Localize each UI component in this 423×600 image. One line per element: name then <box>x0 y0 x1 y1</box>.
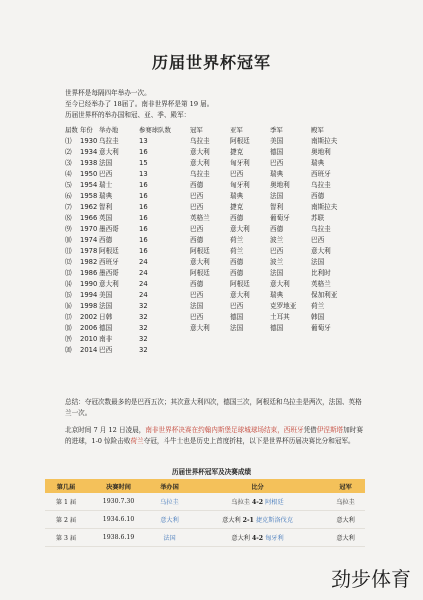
results-cell: 第 1 届 <box>45 493 87 511</box>
news-link[interactable]: 西班牙 <box>283 426 304 434</box>
table-cell: 德国 <box>99 324 113 332</box>
table-cell: 西德 <box>99 236 113 244</box>
table-cell: 瑞典 <box>270 291 284 299</box>
table-cell: 西班牙 <box>311 170 331 178</box>
table-cell: 巴西 <box>190 313 204 321</box>
intro-line: 世界杯是每隔四年举办一次。 <box>65 89 151 97</box>
table-cell: 比利时 <box>311 269 331 277</box>
table-cell: 32 <box>139 313 148 321</box>
table-cell: 西德 <box>190 181 204 189</box>
results-table <box>45 479 365 547</box>
table-cell: ⑿ <box>65 258 72 266</box>
table-cell: 西德 <box>230 269 244 277</box>
results-score-cell <box>189 493 326 511</box>
table-cell: ⒀ <box>65 269 72 277</box>
table-cell: 瑞士 <box>99 181 113 189</box>
news-paragraph <box>65 425 365 447</box>
table-cell: 德国 <box>230 313 244 321</box>
table-cell: 南斯拉夫 <box>311 203 338 211</box>
table-cell: 13 <box>139 170 148 178</box>
results-header-cell: 第几届 <box>45 479 87 493</box>
table-cell: 意大利 <box>99 148 119 156</box>
table-cell: 意大利 <box>99 280 119 288</box>
table-cell: 巴西 <box>99 170 113 178</box>
table-cell: 法国 <box>270 192 284 200</box>
table-cell: 英国 <box>99 214 113 222</box>
table-cell: 奥地利 <box>270 181 290 189</box>
table-cell: 1958 <box>80 192 98 200</box>
table-cell: 葡萄牙 <box>270 214 290 222</box>
table-cell: 瑞典 <box>270 170 284 178</box>
table-cell: 智利 <box>99 203 113 211</box>
table-cell: ⑼ <box>65 225 72 233</box>
summary-text: 总结：夺冠次数最多的是巴西五次；其次意大利四次，德国三次，阿根廷和乌拉圭是两次，法国、英格兰一次。 <box>65 398 362 417</box>
results-cell: 乌拉圭 <box>326 493 365 511</box>
table-cell: 32 <box>139 302 148 310</box>
results-header-cell: 举办国 <box>150 479 189 493</box>
table-cell: 西班牙 <box>99 258 119 266</box>
table-cell: ⑷ <box>65 170 72 178</box>
table-cell: 巴西 <box>99 346 113 354</box>
results-cell: 第 3 届 <box>45 529 87 547</box>
results-cell: 1934.6.10 <box>87 511 150 529</box>
table-cell: 克罗地亚 <box>270 302 297 310</box>
table-cell: 1970 <box>80 225 98 233</box>
table-cell: 16 <box>139 203 148 211</box>
table-cell: ⒃ <box>65 302 72 310</box>
table-cell: 32 <box>139 346 148 354</box>
table-cell: 意大利 <box>190 159 210 167</box>
table-cell: 意大利 <box>230 225 250 233</box>
table-cell: 1962 <box>80 203 98 211</box>
table-cell: 奥地利 <box>311 148 331 156</box>
table-cell: ⒁ <box>65 280 72 288</box>
table-cell: 法国 <box>190 302 204 310</box>
news-link[interactable]: 荷兰 <box>130 437 144 445</box>
table-cell: 乌拉圭 <box>190 170 210 178</box>
table-cell: 波兰 <box>270 236 284 244</box>
table-cell: 阿根廷 <box>230 137 250 145</box>
table-cell: 意大利 <box>311 247 331 255</box>
table-cell: 16 <box>139 247 148 255</box>
table-cell: 巴西 <box>190 203 204 211</box>
table-cell: ⑾ <box>65 247 72 255</box>
table-cell: 意大利 <box>190 324 210 332</box>
table-cell: 英格兰 <box>311 280 331 288</box>
table-cell: 意大利 <box>190 148 210 156</box>
intro-text <box>65 88 213 121</box>
score-value: 4-2 <box>251 535 264 542</box>
table-cell: 1994 <box>80 291 98 299</box>
table-cell: 荷兰 <box>311 302 325 310</box>
header-cell: 季军 <box>270 126 283 134</box>
news-link[interactable]: 伊涅斯塔 <box>316 426 344 434</box>
results-score-cell <box>189 511 326 529</box>
header-cell: 冠军 <box>190 126 203 134</box>
table-cell: 16 <box>139 181 148 189</box>
results-caption: 历届世界杯冠军及决赛成绩 <box>171 468 252 476</box>
table-cell: 24 <box>139 269 148 277</box>
table-cell: 西德 <box>230 214 244 222</box>
score-away-link[interactable]: 匈牙利 <box>265 535 284 542</box>
table-cell: 16 <box>139 214 148 222</box>
table-cell: 美国 <box>270 137 284 145</box>
table-cell: 荷兰 <box>230 247 244 255</box>
results-header-row <box>45 479 365 493</box>
results-cell: 意大利 <box>326 529 365 547</box>
watermark: 劲步体育 <box>331 567 411 591</box>
score-away-link[interactable]: 捷克斯洛伐克 <box>255 517 293 524</box>
news-text: 加时赛的进球，1-0 惊险击败 <box>65 426 363 445</box>
table-cell: 法国 <box>230 324 244 332</box>
table-cell: 西德 <box>270 225 284 233</box>
table-cell: 匈牙利 <box>230 181 250 189</box>
table-cell: ⒇ <box>65 346 72 354</box>
table-cell: 1934 <box>80 148 98 156</box>
table-cell: 阿根廷 <box>190 269 210 277</box>
table-cell: 1978 <box>80 247 98 255</box>
table-cell: 葡萄牙 <box>311 324 331 332</box>
table-cell: 意大利 <box>190 258 210 266</box>
table-cell: 2014 <box>80 346 98 354</box>
header-cell: 参赛球队数 <box>139 126 171 134</box>
table-cell: ⑹ <box>65 192 72 200</box>
table-cell: 阿根廷 <box>190 247 210 255</box>
table-cell: 16 <box>139 192 148 200</box>
table-cell: 2002 <box>80 313 98 321</box>
table-cell: 1950 <box>80 170 98 178</box>
results-score-cell <box>189 529 326 547</box>
table-cell: ⒅ <box>65 324 72 332</box>
table-cell: 1974 <box>80 236 98 244</box>
table-cell: 法国 <box>99 159 113 167</box>
results-row <box>45 493 365 511</box>
table-cell: 24 <box>139 258 148 266</box>
table-cell: ⑻ <box>65 214 72 222</box>
results-cell: 意大利 <box>326 511 365 529</box>
table-cell: 西德 <box>190 236 204 244</box>
table-cell: 意大利 <box>270 280 290 288</box>
score-home: 意大利 <box>231 535 250 542</box>
news-text: 北京时间 7 月 12 日凌晨， <box>65 426 146 434</box>
results-host-link[interactable]: 乌拉圭 <box>150 493 189 511</box>
page-title: 历届世界杯冠军 <box>151 53 271 72</box>
table-cell: 1990 <box>80 280 98 288</box>
header-cell: 年份 <box>80 126 93 134</box>
score-value: 4-2 <box>251 499 264 506</box>
table-cell: 巴西 <box>230 170 244 178</box>
table-cell: 智利 <box>270 203 284 211</box>
table-cell: 瑞典 <box>99 192 113 200</box>
score-away-link[interactable]: 阿根廷 <box>265 499 284 506</box>
results-host-link[interactable]: 意大利 <box>150 511 189 529</box>
intro-line: 至今已经举办了 18届了。南非世界杯是第 19 届。 <box>65 100 214 108</box>
table-cell: 16 <box>139 148 148 156</box>
table-cell: 32 <box>139 335 148 343</box>
table-cell: 苏联 <box>311 214 325 222</box>
results-row <box>45 529 365 547</box>
table-cell: 保加利亚 <box>311 291 338 299</box>
results-header-cell: 决赛时间 <box>87 479 150 493</box>
table-cell: 1998 <box>80 302 98 310</box>
table-cell: 捷克 <box>230 203 244 211</box>
table-cell: 1982 <box>80 258 98 266</box>
table-cell: 1954 <box>80 181 98 189</box>
table-cell: 24 <box>139 291 148 299</box>
table-cell: 16 <box>139 225 148 233</box>
header-cell: 举办地 <box>99 126 119 134</box>
results-cell: 1938.6.19 <box>87 529 150 547</box>
intro-line: 历届世界杯的举办国和冠、亚、季、殿军： <box>65 111 191 119</box>
table-cell: 法国 <box>99 302 113 310</box>
news-text: 夺冠，斗牛士也是历史上首度折桂，以下是世界杯历届决赛比分和冠军。 <box>143 437 355 445</box>
table-cell: 西德 <box>190 280 204 288</box>
table-cell: 日韩 <box>99 313 113 321</box>
table-cell: 瑞典 <box>311 159 325 167</box>
table-cell: 乌拉圭 <box>311 181 331 189</box>
table-cell: 巴西 <box>190 192 204 200</box>
table-cell: 瑞典 <box>230 192 244 200</box>
table-cell: 德国 <box>270 324 284 332</box>
news-link[interactable]: 南非世界杯决赛在约翰内斯堡足球城球场结束， <box>145 426 284 434</box>
table-cell: 法国 <box>311 258 325 266</box>
table-cell: 阿根廷 <box>230 280 250 288</box>
table-cell: ⑺ <box>65 203 72 211</box>
table-cell: 墨西哥 <box>99 269 119 277</box>
table-cell: ⑵ <box>65 148 72 156</box>
table-cell: 南非 <box>99 335 113 343</box>
table-cell: 巴西 <box>270 247 284 255</box>
table-cell: ⑸ <box>65 181 72 189</box>
table-cell: 荷兰 <box>230 236 244 244</box>
table-cell: ⑴ <box>65 137 72 145</box>
table-cell: 法国 <box>270 269 284 277</box>
results-header-cell: 冠军 <box>326 479 365 493</box>
results-host-link[interactable]: 法国 <box>150 529 189 547</box>
table-cell: ⒄ <box>65 313 72 321</box>
table-cell: 西德 <box>230 258 244 266</box>
table-cell: 1986 <box>80 269 98 277</box>
table-cell: 乌拉圭 <box>311 225 331 233</box>
header-cell: 亚军 <box>230 126 243 134</box>
news-text: 凭借 <box>303 426 317 434</box>
table-cell: 巴西 <box>230 302 244 310</box>
table-cell: 13 <box>139 137 148 145</box>
table-cell: 土耳其 <box>270 313 290 321</box>
table-cell: 1938 <box>80 159 98 167</box>
table-cell: 英格兰 <box>190 214 210 222</box>
table-cell: 捷克 <box>230 148 244 156</box>
results-cell: 第 2 届 <box>45 511 87 529</box>
table-cell: 波兰 <box>270 258 284 266</box>
table-cell: ⑽ <box>65 236 72 244</box>
table-cell: 24 <box>139 280 148 288</box>
table-cell: 1966 <box>80 214 98 222</box>
score-home: 乌拉圭 <box>231 499 250 506</box>
table-cell: 墨西哥 <box>99 225 119 233</box>
table-cell: 巴西 <box>270 159 284 167</box>
table-cell: 韩国 <box>311 313 325 321</box>
header-cell: 届数 <box>65 126 78 134</box>
table-cell: 1930 <box>80 137 98 145</box>
table-cell: 意大利 <box>230 291 250 299</box>
table-cell: ⒆ <box>65 335 72 343</box>
results-header-cell: 比分 <box>189 479 326 493</box>
table-cell: 巴西 <box>311 236 325 244</box>
table-cell: 南斯拉夫 <box>311 137 338 145</box>
score-home: 意大利 <box>222 517 241 524</box>
table-cell: 乌拉圭 <box>99 137 119 145</box>
table-cell: 2006 <box>80 324 98 332</box>
table-cell: 西德 <box>311 192 325 200</box>
header-cell: 殿军 <box>311 126 324 134</box>
table-cell: 阿根廷 <box>99 247 119 255</box>
table-cell: 32 <box>139 324 148 332</box>
score-value: 2-1 <box>242 517 254 524</box>
table-cell: ⑶ <box>65 159 72 167</box>
table-cell: 德国 <box>270 148 284 156</box>
table-cell: 15 <box>139 159 148 167</box>
results-cell: 1930.7.30 <box>87 493 150 511</box>
table-cell: 巴西 <box>190 291 204 299</box>
table-cell: 匈牙利 <box>230 159 250 167</box>
table-cell: 16 <box>139 236 148 244</box>
table-cell: 乌拉圭 <box>190 137 210 145</box>
table-cell: ⒂ <box>65 291 72 299</box>
results-row <box>45 511 365 529</box>
table-cell: 2010 <box>80 335 98 343</box>
table-cell: 美国 <box>99 291 113 299</box>
table-cell: 巴西 <box>190 225 204 233</box>
